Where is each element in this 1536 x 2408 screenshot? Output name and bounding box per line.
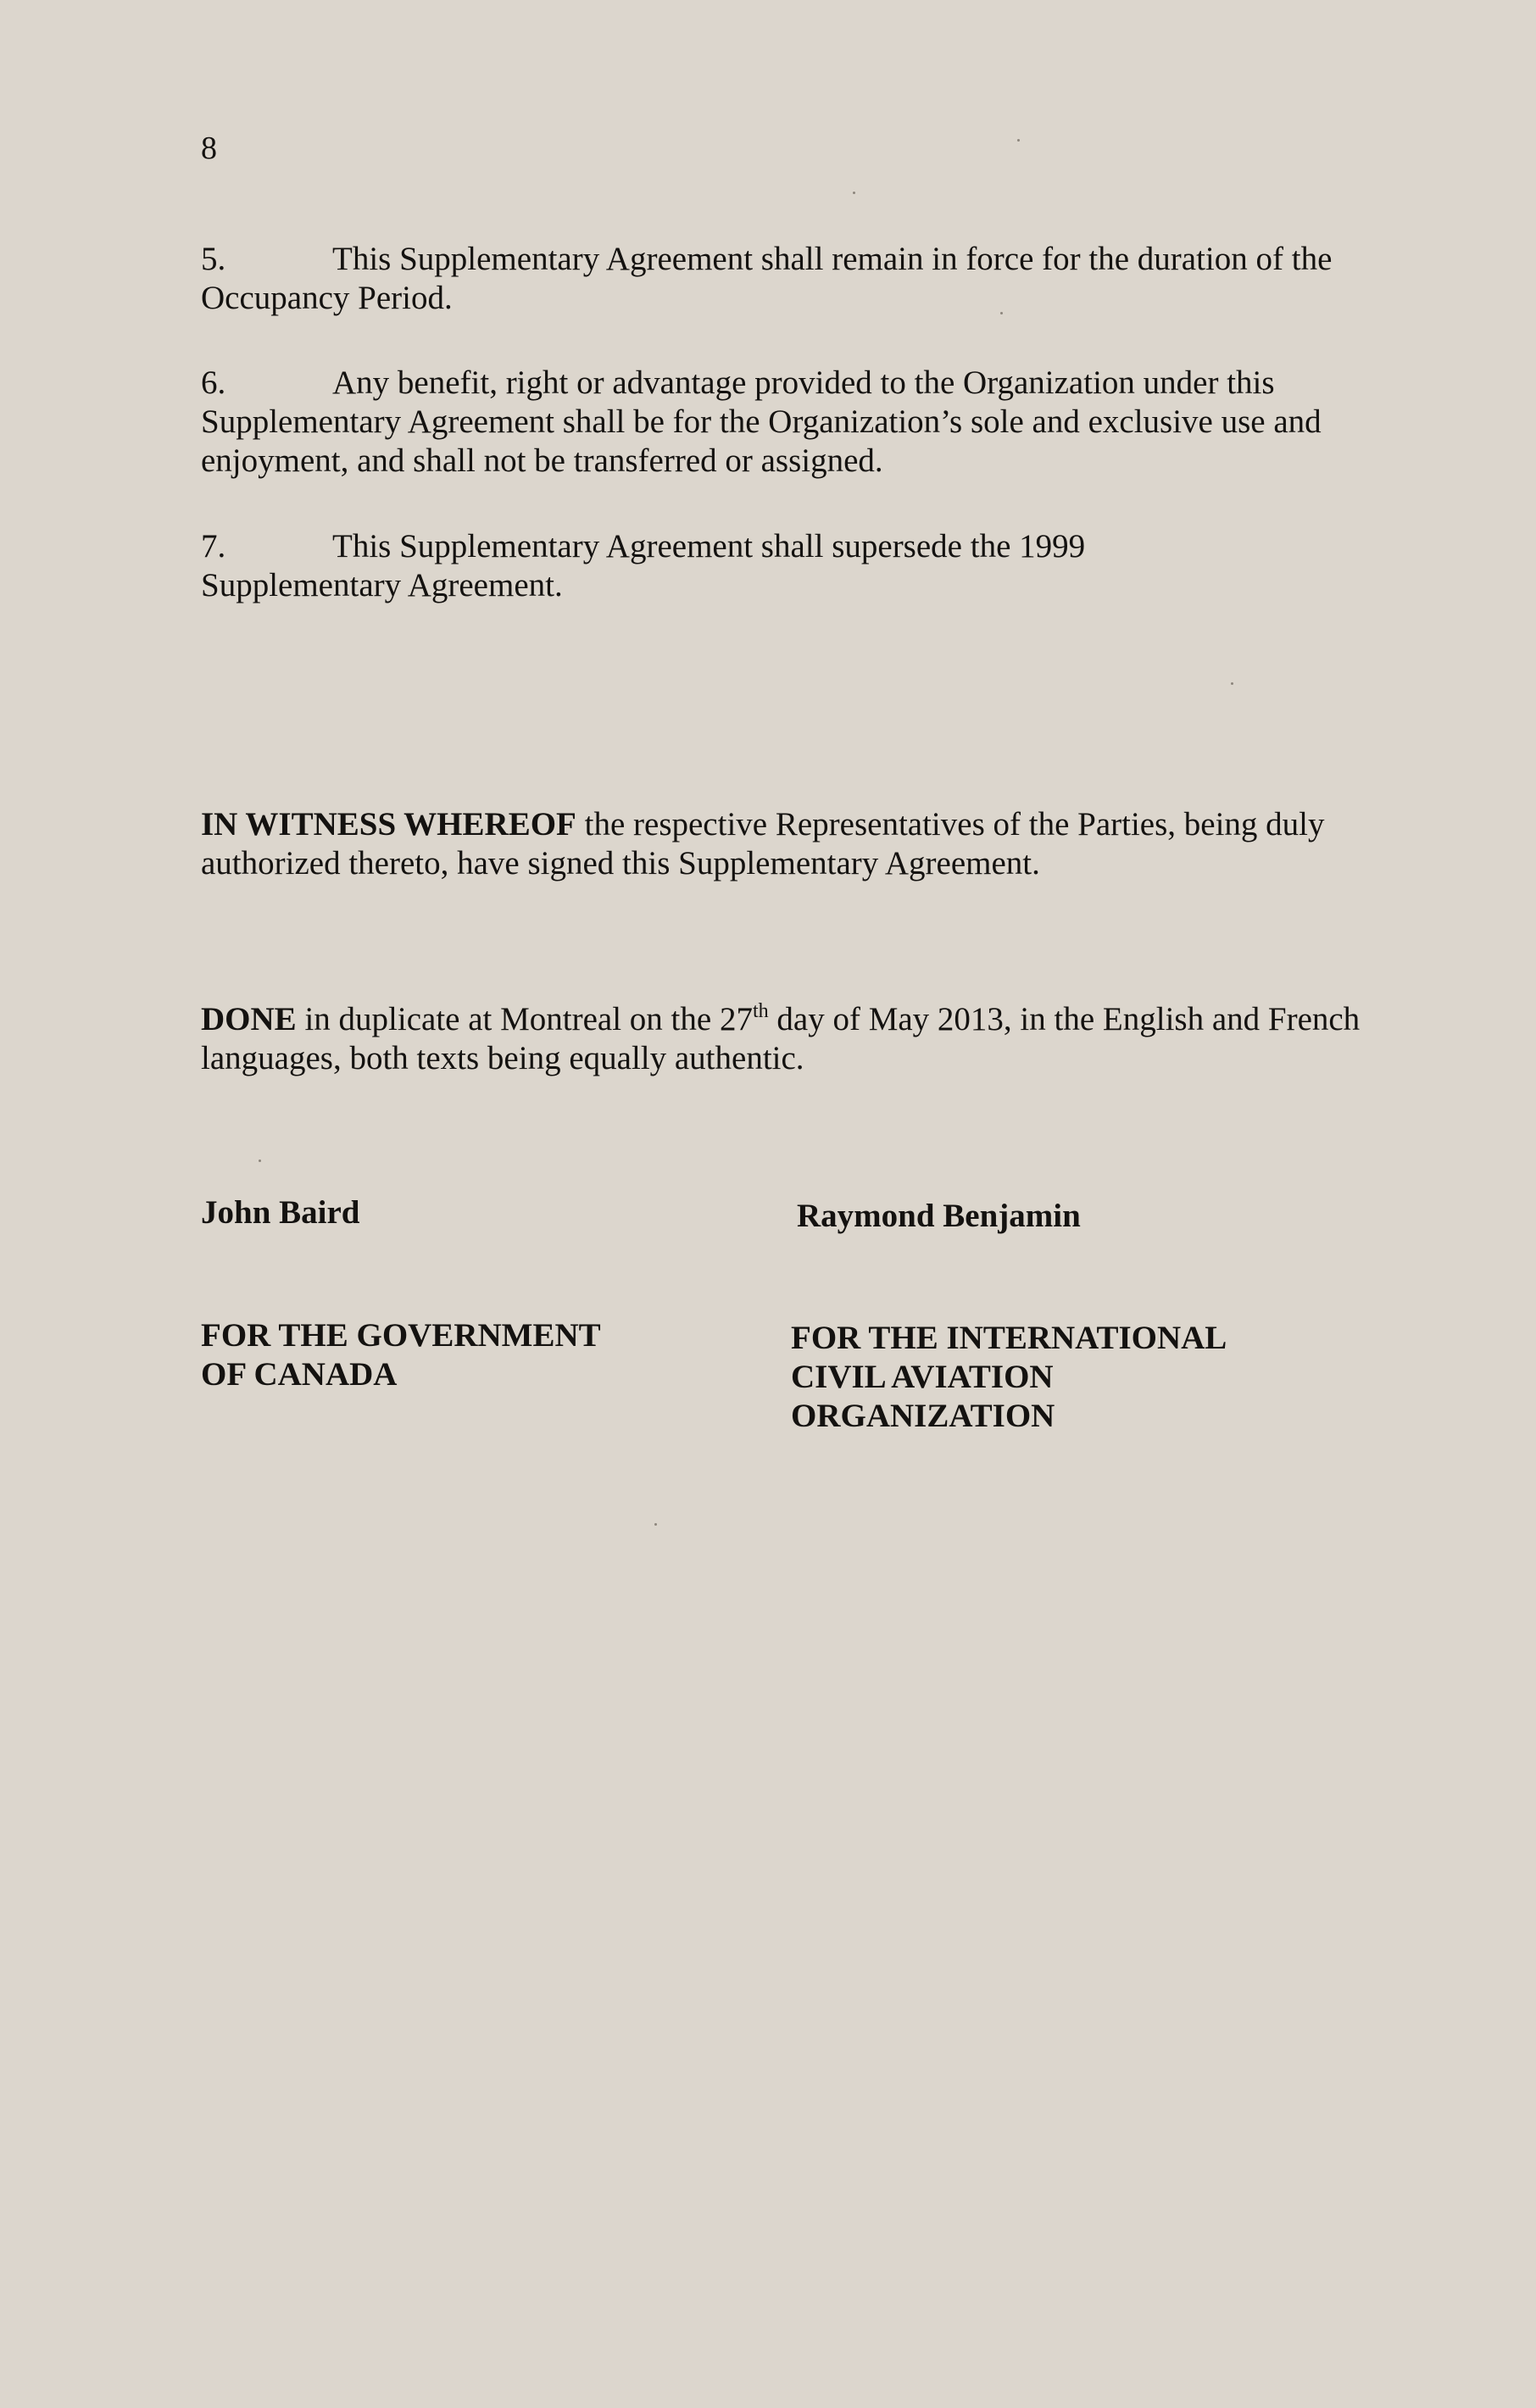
witness-text: the respective Representatives of the Parties, being duly authorized thereto, have signed this Supplementary Agreement. <box>201 806 1325 881</box>
clause-text: This Supplementary Agreement shall supersede the 1999 Supplementary Agreement. <box>201 528 1086 603</box>
paper-speck <box>1231 682 1233 685</box>
signatory-left-name: John Baird <box>201 1194 360 1231</box>
witness-paragraph <box>201 805 1379 883</box>
done-paragraph <box>201 1000 1379 1078</box>
clause-5 <box>201 240 1379 318</box>
paper-speck <box>1000 312 1003 314</box>
paper-speck <box>654 1523 657 1526</box>
signatory-left-line1: FOR THE GOVERNMENT <box>201 1317 601 1354</box>
clause-text: This Supplementary Agreement shall remain in force for the duration of the Occupancy Period. <box>201 241 1333 316</box>
done-lead: DONE <box>201 1001 297 1037</box>
signatory-right-block <box>791 1319 1227 1436</box>
done-text-after: day of May 2013, in the English and French languages, both texts being equally authentic. <box>201 1001 1361 1076</box>
clause-6 <box>201 364 1379 481</box>
ordinal-suffix: th <box>752 1000 769 1022</box>
done-text-before: in duplicate at Montreal on the 27 <box>304 1001 753 1037</box>
page-number: 8 <box>201 131 217 166</box>
clause-number: 5. <box>201 241 226 277</box>
witness-lead: IN WITNESS WHEREOF <box>201 806 576 843</box>
signatory-left-block <box>201 1316 601 1394</box>
paper-speck <box>1017 139 1020 142</box>
signatory-right-line3: ORGANIZATION <box>791 1398 1055 1434</box>
paper-speck <box>853 192 855 194</box>
clause-7 <box>201 527 1091 605</box>
signatory-right-line2: CIVIL AVIATION <box>791 1359 1054 1395</box>
signatory-right-line1: FOR THE INTERNATIONAL <box>791 1320 1227 1356</box>
clause-text: Any benefit, right or advantage provided to the Organization under this Supplementary Agreement shall be for the Organization’s sole and exclusive use and enjoyment, and shall not be transferred or assigned. <box>201 364 1322 479</box>
clause-number: 7. <box>201 528 226 564</box>
signatory-right-name: Raymond Benjamin <box>797 1198 1081 1234</box>
clause-number: 6. <box>201 364 226 401</box>
paper-speck <box>259 1160 261 1162</box>
signatory-left-line2: OF CANADA <box>201 1356 398 1393</box>
